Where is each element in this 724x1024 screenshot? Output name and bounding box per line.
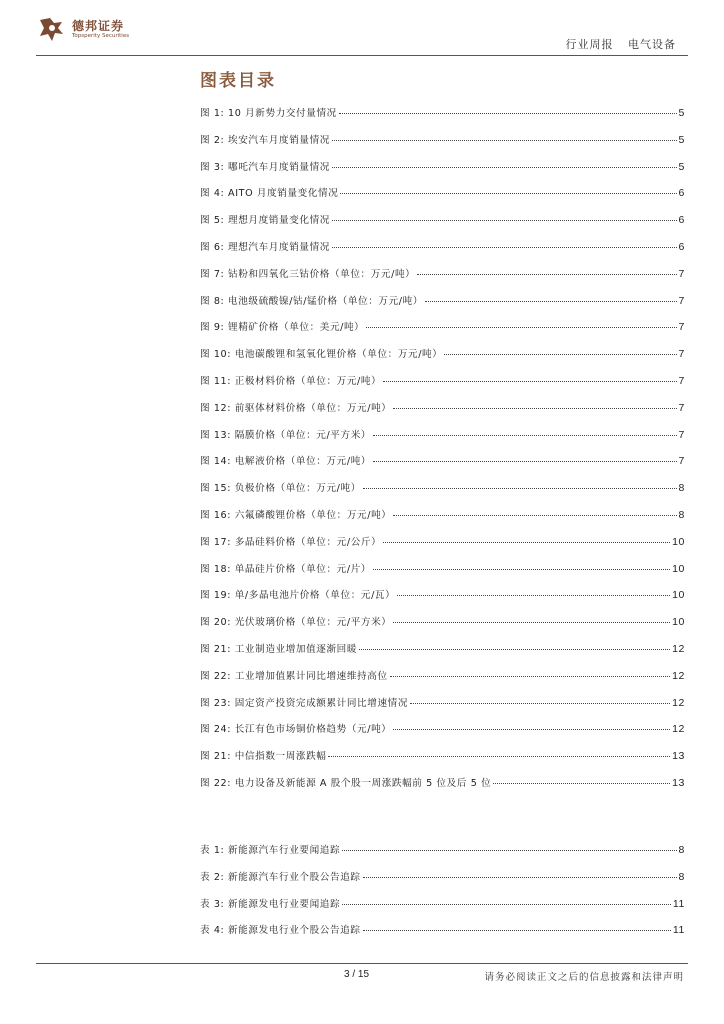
- figure-list: [200, 105, 685, 802]
- table-entry-page: 8: [678, 844, 685, 856]
- figure-entry[interactable]: [200, 561, 685, 588]
- figure-entry-page: 6: [678, 187, 685, 200]
- figure-entry-page: 8: [678, 508, 685, 521]
- dot-leader: [363, 488, 677, 489]
- dot-leader: [393, 515, 676, 516]
- company-logo: [36, 14, 166, 48]
- figure-entry[interactable]: [200, 480, 685, 507]
- page-number: 3 / 15: [344, 969, 370, 980]
- dot-leader: [410, 703, 670, 704]
- figure-entry-label: 图 23: 固定资产投资完成额累计同比增速情况: [200, 697, 409, 709]
- figure-entry[interactable]: [200, 132, 685, 159]
- figure-entry[interactable]: [200, 775, 685, 802]
- figure-entry-page: 7: [678, 374, 685, 387]
- table-entry-label: 表 2: 新能源汽车行业个股公告追踪: [200, 871, 361, 883]
- figure-entry-page: 6: [678, 214, 685, 227]
- figure-entry[interactable]: [200, 695, 685, 722]
- table-entry-page: 11: [672, 924, 685, 937]
- figure-entry-page: 10: [672, 616, 685, 629]
- table-entry[interactable]: [200, 869, 685, 896]
- dot-leader: [332, 167, 677, 168]
- table-entry-page: 11: [672, 897, 685, 910]
- figure-entry-label: 图 13: 隔膜价格（单位：元/平方米）: [200, 429, 372, 441]
- figure-entry-label: 图 16: 六氟磷酸锂价格（单位：万元/吨）: [200, 509, 392, 521]
- figure-entry-page: 13: [672, 750, 685, 763]
- figure-entry-page: 7: [678, 348, 685, 361]
- figure-entry-page: 8: [678, 482, 685, 495]
- figure-entry-page: 7: [678, 455, 685, 468]
- figure-entry-label: 图 22: 工业增加值累计同比增速维持高位: [200, 670, 388, 682]
- table-list: [200, 842, 685, 949]
- figure-entry[interactable]: [200, 239, 685, 266]
- figure-entry-page: 5: [678, 133, 685, 146]
- logo-english-text: Topsperity Securities: [72, 33, 130, 39]
- figure-entry-label: 图 4: AITO 月度销量变化情况: [200, 188, 339, 200]
- dot-leader: [373, 569, 670, 570]
- figure-entry-label: 图 3: 哪吒汽车月度销量情况: [200, 161, 330, 173]
- dot-leader: [493, 783, 670, 784]
- figure-entry-page: 12: [672, 696, 685, 709]
- figure-entry-label: 图 1: 10 月新势力交付量情况: [200, 108, 337, 119]
- figure-entry[interactable]: [200, 400, 685, 427]
- table-entry-label: 表 3: 新能源发电行业要闻追踪: [200, 898, 341, 910]
- figure-entry-page: 5: [678, 160, 685, 173]
- dot-leader: [359, 649, 670, 650]
- report-category: 行业周报: [565, 38, 614, 51]
- figure-entry[interactable]: [200, 534, 685, 561]
- figure-entry[interactable]: [200, 319, 685, 346]
- figure-entry[interactable]: [200, 748, 685, 775]
- table-entry[interactable]: [200, 922, 685, 949]
- figure-entry[interactable]: [200, 668, 685, 695]
- figure-entry[interactable]: [200, 346, 685, 373]
- dot-leader: [390, 676, 670, 677]
- header-divider: [36, 55, 688, 56]
- figure-entry-page: 10: [672, 589, 685, 602]
- figure-entry-page: 7: [678, 401, 685, 414]
- figure-entry-label: 图 5: 理想月度销量变化情况: [200, 215, 330, 227]
- figure-entry-page: 12: [672, 723, 685, 736]
- dot-leader: [332, 247, 677, 248]
- dot-leader: [332, 140, 677, 141]
- footer-divider: [36, 963, 688, 964]
- figure-entry-page: 10: [672, 562, 685, 575]
- figure-entry-label: 图 12: 前驱体材料价格（单位：万元/吨）: [200, 402, 392, 414]
- figure-entry-page: 7: [678, 267, 685, 280]
- dot-leader: [332, 220, 677, 221]
- dot-leader: [444, 354, 676, 355]
- dot-leader: [342, 904, 671, 905]
- figure-entry-label: 图 8: 电池级硫酸镍/钴/锰价格（单位：万元/吨）: [200, 295, 424, 307]
- logo-chinese-text: 德邦证券: [72, 19, 125, 33]
- dot-leader: [397, 595, 670, 596]
- dot-leader: [342, 850, 676, 851]
- figure-entry[interactable]: [200, 266, 685, 293]
- table-entry[interactable]: [200, 896, 685, 923]
- dot-leader: [339, 113, 677, 114]
- dot-leader: [363, 930, 671, 931]
- figure-entry-page: 5: [678, 107, 685, 119]
- figure-entry-label: 图 24: 长江有色市场铜价格趋势（元/吨）: [200, 724, 392, 736]
- dot-leader: [393, 729, 670, 730]
- logo-mark-icon: [36, 14, 68, 46]
- figure-entry-page: 12: [672, 642, 685, 655]
- dot-leader: [383, 542, 670, 543]
- figure-entry-page: 12: [672, 669, 685, 682]
- figure-entry[interactable]: [200, 614, 685, 641]
- table-entry-label: 表 4: 新能源发电行业个股公告追踪: [200, 925, 361, 937]
- figure-entry-label: 图 7: 钴粉和四氧化三钴价格（单位：万元/吨）: [200, 268, 416, 280]
- figure-entry-label: 图 9: 锂精矿价格（单位：美元/吨）: [200, 322, 365, 334]
- figure-entry[interactable]: [200, 427, 685, 454]
- figure-entry[interactable]: [200, 641, 685, 668]
- figure-entry-page: 6: [678, 240, 685, 253]
- dot-leader: [328, 756, 670, 757]
- dot-leader: [340, 193, 676, 194]
- page-header: [0, 0, 724, 60]
- figure-entry-page: 7: [678, 294, 685, 307]
- dot-leader: [373, 461, 676, 462]
- figure-entry-label: 图 17: 多晶硅料价格（单位：元/公斤）: [200, 536, 382, 548]
- figure-entry-label: 图 2: 埃安汽车月度销量情况: [200, 134, 330, 146]
- figure-entry[interactable]: [200, 373, 685, 400]
- dot-leader: [393, 622, 670, 623]
- figure-entry-label: 图 15: 负极价格（单位：万元/吨）: [200, 483, 361, 495]
- dot-leader: [425, 301, 677, 302]
- disclaimer-text: 请务必阅读正文之后的信息披露和法律声明: [484, 972, 684, 983]
- table-entry-label: 表 1: 新能源汽车行业要闻追踪: [200, 845, 341, 856]
- dot-leader: [373, 435, 676, 436]
- figure-entry-label: 图 19: 单/多晶电池片价格（单位：元/瓦）: [200, 590, 396, 602]
- figure-entry[interactable]: [200, 453, 685, 480]
- table-entry[interactable]: [200, 842, 685, 869]
- report-sector: 电气设备: [628, 38, 676, 51]
- figure-entry-label: 图 14: 电解液价格（单位：万元/吨）: [200, 456, 372, 468]
- figure-entry-page: 13: [672, 776, 685, 789]
- figure-entry[interactable]: [200, 159, 685, 186]
- figure-entry-label: 图 6: 理想汽车月度销量情况: [200, 241, 330, 253]
- figure-entry-page: 7: [678, 321, 685, 334]
- figure-entry-label: 图 10: 电池碳酸锂和氢氧化锂价格（单位：万元/吨）: [200, 349, 443, 361]
- dot-leader: [393, 408, 676, 409]
- figure-entry[interactable]: [200, 293, 685, 320]
- figure-entry-label: 图 11: 正极材料价格（单位：万元/吨）: [200, 375, 382, 387]
- dot-leader: [363, 877, 677, 878]
- figure-entry-label: 图 22: 电力设备及新能源 A 股个股一周涨跌幅前 5 位及后 5 位: [200, 777, 492, 789]
- figure-entry-label: 图 21: 中信指数一周涨跌幅: [200, 751, 327, 763]
- figure-entry[interactable]: [200, 587, 685, 614]
- figure-entry[interactable]: [200, 185, 685, 212]
- figure-entry-label: 图 18: 单晶硅片价格（单位：元/片）: [200, 563, 372, 575]
- dot-leader: [366, 327, 676, 328]
- figure-entry[interactable]: [200, 105, 685, 132]
- figure-entry-page: 7: [678, 428, 685, 441]
- dot-leader: [417, 274, 676, 275]
- figure-entry-label: 图 21: 工业制造业增加值逐渐回暖: [200, 643, 358, 655]
- figure-entry[interactable]: [200, 721, 685, 748]
- figure-entry-label: 图 20: 光伏玻璃价格（单位：元/平方米）: [200, 617, 392, 629]
- section-title: 图表目录: [200, 71, 276, 91]
- report-type: [566, 36, 677, 52]
- figure-entry-page: 10: [672, 535, 685, 548]
- dot-leader: [383, 381, 676, 382]
- table-entry-page: 8: [678, 870, 685, 883]
- figure-entry[interactable]: [200, 507, 685, 534]
- figure-entry[interactable]: [200, 212, 685, 239]
